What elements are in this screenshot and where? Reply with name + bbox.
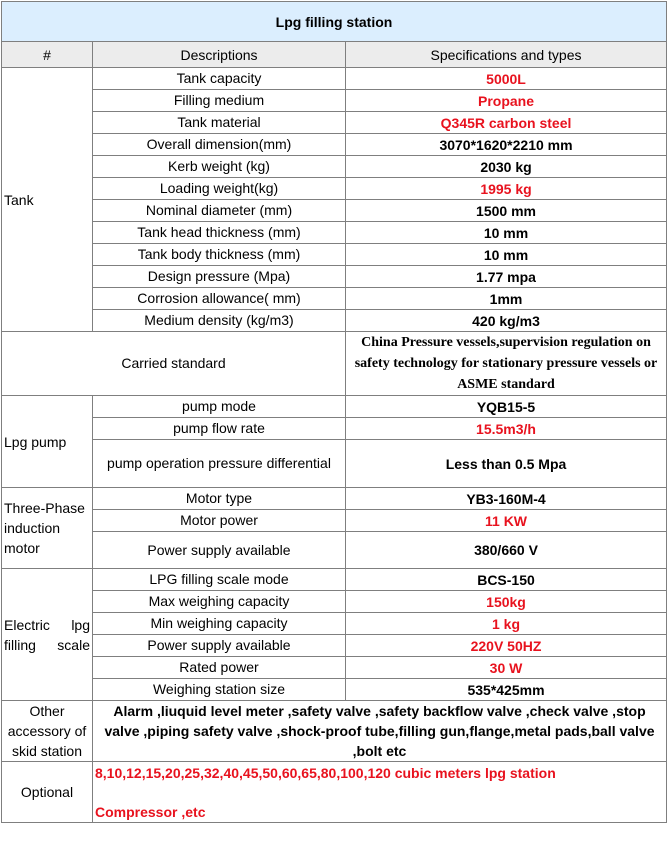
table-row <box>2 532 667 569</box>
specification-cell: 15.5m3/h <box>346 418 667 440</box>
header-number: # <box>2 42 93 68</box>
header-specifications: Specifications and types <box>346 42 667 68</box>
table-row <box>2 266 667 288</box>
specification-cell: 1995 kg <box>346 178 667 200</box>
specification-cell: 420 kg/m3 <box>346 310 667 332</box>
description-cell: pump mode <box>93 396 346 418</box>
description-cell: Tank body thickness (mm) <box>93 244 346 266</box>
title-row <box>2 2 667 42</box>
specification-cell: 535*425mm <box>346 679 667 701</box>
description-cell: Filling medium <box>93 90 346 112</box>
table-row <box>2 112 667 134</box>
table-row <box>2 156 667 178</box>
header-row <box>2 42 667 68</box>
optional-value <box>93 762 667 823</box>
description-cell: pump operation pressure differential <box>93 440 346 488</box>
specification-cell: 220V 50HZ <box>346 635 667 657</box>
description-cell: Rated power <box>93 657 346 679</box>
table-row <box>2 657 667 679</box>
specification-cell: 10 mm <box>346 222 667 244</box>
specification-cell: 1500 mm <box>346 200 667 222</box>
specification-cell: 11 KW <box>346 510 667 532</box>
description-cell: Medium density (kg/m3) <box>93 310 346 332</box>
description-cell: Kerb weight (kg) <box>93 156 346 178</box>
description-cell: Nominal diameter (mm) <box>93 200 346 222</box>
table-row <box>2 488 667 510</box>
description-cell: LPG filling scale mode <box>93 569 346 591</box>
specification-cell: 1mm <box>346 288 667 310</box>
table-title: Lpg filling station <box>2 2 667 42</box>
description-cell: Max weighing capacity <box>93 591 346 613</box>
table-row <box>2 591 667 613</box>
description-cell: Motor type <box>93 488 346 510</box>
table-row <box>2 635 667 657</box>
header-descriptions: Descriptions <box>93 42 346 68</box>
table-row <box>2 222 667 244</box>
specification-cell: YQB15-5 <box>346 396 667 418</box>
carried-standard-label: Carried standard <box>2 332 346 396</box>
optional-label: Optional <box>2 762 93 823</box>
description-cell: pump flow rate <box>93 418 346 440</box>
table-row <box>2 332 667 396</box>
specification-cell: 3070*1620*2210 mm <box>346 134 667 156</box>
carried-standard-value: China Pressure vessels,supervision regulation on safety technology for stationary pressure vessels or ASME standard <box>346 332 667 396</box>
specification-cell: 1.77 mpa <box>346 266 667 288</box>
description-cell: Loading weight(kg) <box>93 178 346 200</box>
table-row <box>2 679 667 701</box>
description-cell: Corrosion allowance( mm) <box>93 288 346 310</box>
specification-cell: 10 mm <box>346 244 667 266</box>
specification-cell: Q345R carbon steel <box>346 112 667 134</box>
table-row <box>2 418 667 440</box>
table-row <box>2 396 667 418</box>
table-row <box>2 244 667 266</box>
optional-line-2: Compressor ,etc <box>95 803 206 820</box>
table-row <box>2 440 667 488</box>
description-cell: Power supply available <box>93 532 346 569</box>
description-cell: Tank head thickness (mm) <box>93 222 346 244</box>
specification-cell: YB3-160M-4 <box>346 488 667 510</box>
specification-cell: Less than 0.5 Mpa <box>346 440 667 488</box>
description-cell: Overall dimension(mm) <box>93 134 346 156</box>
description-cell: Design pressure (Mpa) <box>93 266 346 288</box>
table-row <box>2 762 667 823</box>
description-cell: Tank material <box>93 112 346 134</box>
optional-line-1: 8,10,12,15,20,25,32,40,45,50,60,65,80,100,120 cubic meters lpg station <box>95 764 556 781</box>
description-cell: Power supply available <box>93 635 346 657</box>
spec-table <box>1 1 667 823</box>
table-row <box>2 68 667 90</box>
pump-category-label: Lpg pump <box>2 396 93 488</box>
description-cell: Weighing station size <box>93 679 346 701</box>
table-row <box>2 510 667 532</box>
specification-cell: 150kg <box>346 591 667 613</box>
specification-cell: 30 W <box>346 657 667 679</box>
specification-cell: 5000L <box>346 68 667 90</box>
scale-category-label: Electric lpg filling scale <box>2 569 93 701</box>
specification-cell: BCS-150 <box>346 569 667 591</box>
other-accessory-label: Other accessory of skid station <box>2 701 93 762</box>
table-row <box>2 569 667 591</box>
table-row <box>2 288 667 310</box>
table-row <box>2 134 667 156</box>
description-cell: Min weighing capacity <box>93 613 346 635</box>
specification-cell: Propane <box>346 90 667 112</box>
table-row <box>2 178 667 200</box>
table-row <box>2 310 667 332</box>
motor-category-label: Three-Phase induction motor <box>2 488 93 569</box>
specification-cell: 380/660 V <box>346 532 667 569</box>
specification-cell: 1 kg <box>346 613 667 635</box>
specification-cell: 2030 kg <box>346 156 667 178</box>
tank-category-label: Tank <box>2 68 93 332</box>
table-row <box>2 200 667 222</box>
table-row <box>2 90 667 112</box>
description-cell: Motor power <box>93 510 346 532</box>
description-cell: Tank capacity <box>93 68 346 90</box>
table-row <box>2 701 667 762</box>
table-row <box>2 613 667 635</box>
other-accessory-value: Alarm ,liuquid level meter ,safety valve ,safety backflow valve ,check valve ,stop valve ,piping safety valve ,shock-proof tube,filling gun,flange,metal pads,ball valve ,bolt etc <box>93 701 667 762</box>
